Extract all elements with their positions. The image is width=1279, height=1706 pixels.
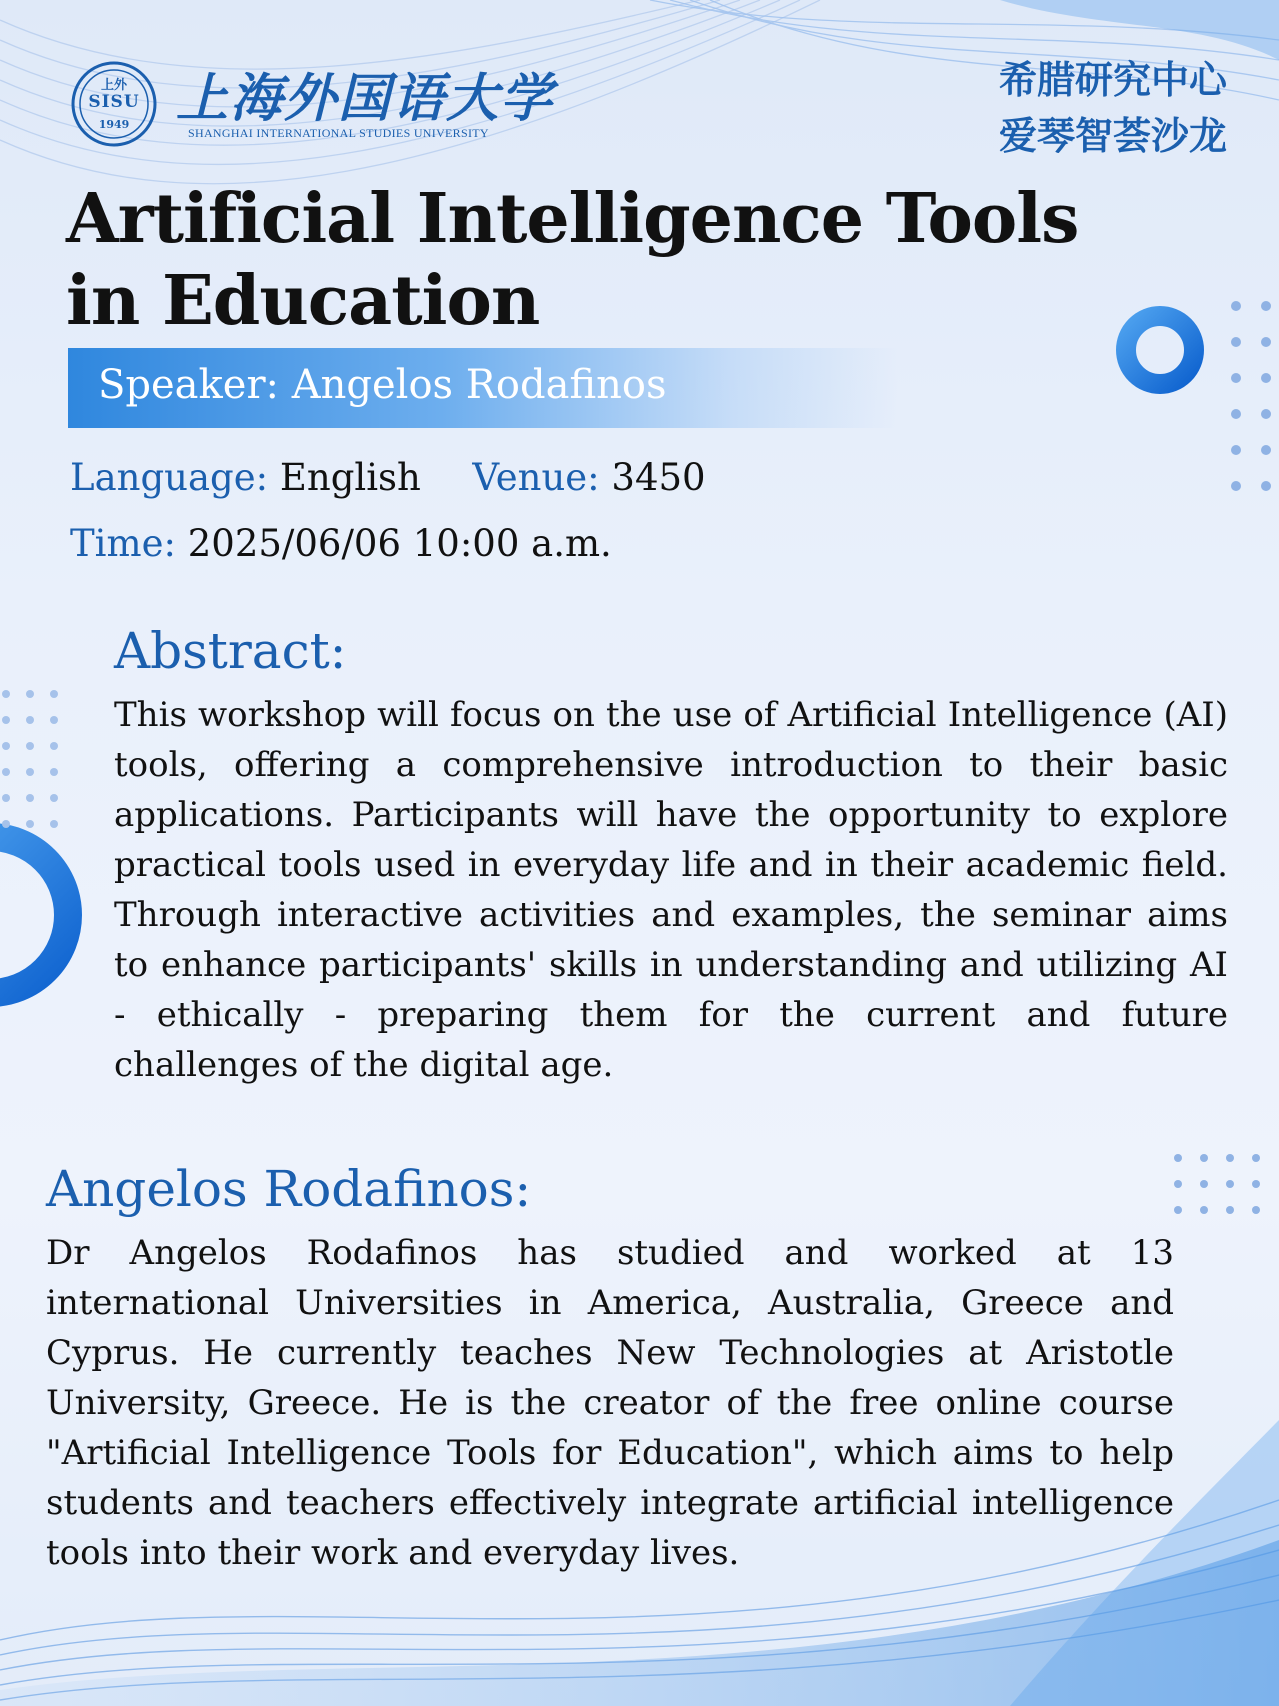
left-ring (0, 837, 68, 993)
speaker-banner (68, 348, 898, 428)
venue-label: Venue: (472, 456, 600, 499)
language-label: Language: (70, 456, 269, 499)
seal-mid-text: SISU (88, 92, 140, 112)
right-dot-grid (1231, 301, 1271, 491)
seal-top-text: 上外 (100, 78, 127, 93)
language-value: English (279, 456, 421, 499)
title-line-1: Artificial Intelligence Tools (66, 179, 1079, 259)
university-name-cn: 上海外国语大学 (176, 68, 555, 129)
time-value: 2025/06/06 10:00 a.m. (187, 522, 612, 565)
organizer-line-1: 希腊研究中心 (998, 58, 1227, 102)
organizer-block (999, 52, 1227, 164)
title-line-2: in Education (66, 261, 540, 341)
speaker-bio-text: Dr Angelos Rodafinos has studied and worked at 13 international Universities in America, Australia, Greece and Cyprus. He currently teaches New Technologies at Aristotle University, Greece. He is the creator of the free online course "Artificial Intelligence Tools for Education", which aims to help students and teachers effectively integrate artificial intelligence tools into their work and everyday lives. (46, 1233, 1174, 1573)
venue-value: 3450 (611, 456, 706, 499)
time-line (70, 522, 612, 565)
bio-dot-grid (1174, 1154, 1260, 1214)
seal-year-text: 1949 (98, 118, 130, 131)
organizer-line-2: 爱琴智荟沙龙 (998, 114, 1227, 158)
speaker-text: Speaker: Angelos Rodafinos (98, 362, 667, 408)
language-venue-line (70, 456, 706, 499)
top-right-wave-fill (1000, 0, 1279, 60)
event-title (66, 178, 1078, 342)
university-logo (70, 56, 555, 146)
abstract-heading: Abstract: (114, 622, 347, 680)
left-dot-grid (2, 690, 58, 828)
university-seal (70, 60, 158, 148)
university-name-en: SHANGHAI INTERNATIONAL STUDIES UNIVERSITY (188, 126, 489, 140)
right-ring (1126, 316, 1194, 384)
speaker-bio-heading: Angelos Rodafinos: (46, 1160, 532, 1218)
time-label: Time: (70, 522, 176, 565)
abstract-text: This workshop will focus on the use of Artificial Intelligence (AI) tools, offering a comprehensive introduction to their basic applications. Participants will have the opportunity to explore practical tools used in everyday life and in their academic field. Through interactive activities and examples, the seminar aims to enhance participants' skills in understanding and utilizing AI - ethically - preparing them for the current and future challenges of the digital age. (114, 695, 1228, 1085)
